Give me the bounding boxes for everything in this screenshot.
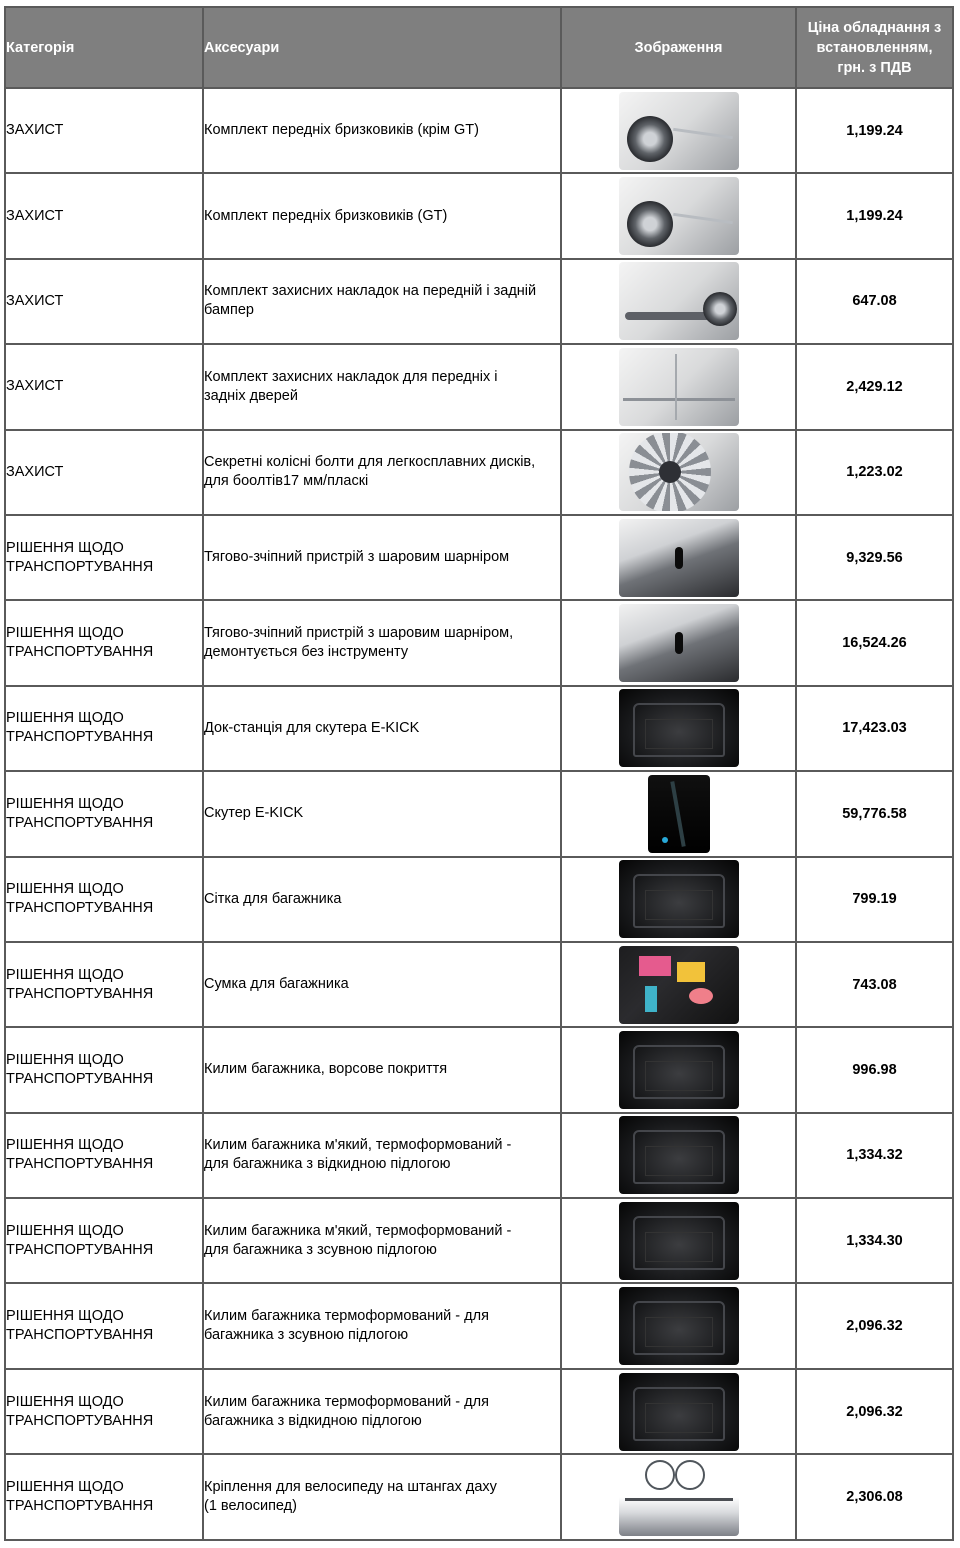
header-price-line: встановленням, [816, 39, 933, 56]
category-text: ТРАНСПОРТУВАННЯ [6, 1412, 154, 1429]
category-text: ТРАНСПОРТУВАННЯ [6, 1327, 154, 1344]
photo-detail [675, 354, 677, 420]
image-cell [561, 1283, 796, 1368]
photo-detail [670, 781, 685, 847]
category-cell [5, 686, 203, 771]
category-cell [5, 1369, 203, 1454]
image-cell [561, 857, 796, 942]
accessory-name-cell [203, 1198, 561, 1283]
accessory-name-cell [203, 430, 561, 515]
table-row [5, 1454, 953, 1539]
accessory-name-text: Тягово-зчіпний пристрій з шаровим шарніром, [204, 625, 514, 642]
category-cell [5, 88, 203, 173]
table-row [5, 600, 953, 685]
bumper-protection-photo [619, 262, 739, 340]
price-cell: 799.19 [796, 857, 953, 942]
category-cell [5, 1198, 203, 1283]
table-row [5, 344, 953, 429]
category-cell [5, 1454, 203, 1539]
photo-detail [645, 1460, 675, 1490]
category-text: ТРАНСПОРТУВАННЯ [6, 729, 154, 746]
image-cell [561, 600, 796, 685]
photo-detail [675, 632, 683, 654]
accessory-name-cell [203, 173, 561, 258]
photo-detail [673, 213, 733, 224]
category-text: РІШЕННЯ ЩОДО [6, 1051, 124, 1068]
category-cell [5, 1283, 203, 1368]
category-cell [5, 1027, 203, 1112]
category-text: РІШЕННЯ ЩОДО [6, 1222, 124, 1239]
category-cell [5, 1113, 203, 1198]
category-cell [5, 173, 203, 258]
price-cell: 2,429.12 [796, 344, 953, 429]
price-cell: 1,334.32 [796, 1113, 953, 1198]
accessory-name-text: задніх дверей [204, 387, 298, 404]
image-cell [561, 344, 796, 429]
accessory-name-text: Док-станція для скутера E-KICK [204, 719, 420, 736]
header-image: Зображення [561, 7, 796, 88]
accessory-name-text: Комплект передніх бризковиків (крім GT) [204, 122, 479, 139]
category-cell [5, 942, 203, 1027]
category-text: ТРАНСПОРТУВАННЯ [6, 1070, 154, 1087]
header-price-line: Ціна обладнання з [807, 19, 942, 36]
photo-detail [645, 1146, 713, 1176]
scooter-photo [648, 775, 710, 853]
photo-detail [645, 719, 713, 749]
category-text: РІШЕННЯ ЩОДО [6, 625, 124, 642]
price-cell: 59,776.58 [796, 771, 953, 856]
table-row [5, 430, 953, 515]
category-text: ЗАХИСТ [6, 292, 64, 309]
accessory-name-text: демонтується без інструменту [204, 644, 409, 661]
category-text: РІШЕННЯ ЩОДО [6, 1478, 124, 1495]
towbar-photo [619, 519, 739, 597]
accessory-name-text: Тягово-зчіпний пристрій з шаровим шарніром [204, 549, 510, 566]
category-text: ТРАНСПОРТУВАННЯ [6, 1156, 154, 1173]
category-cell [5, 857, 203, 942]
header-accessories: Аксесуари [203, 7, 561, 88]
image-cell [561, 1027, 796, 1112]
photo-detail [625, 1498, 733, 1501]
photo-detail [645, 1403, 713, 1433]
category-text: ТРАНСПОРТУВАННЯ [6, 900, 154, 917]
category-text: РІШЕННЯ ЩОДО [6, 710, 124, 727]
accessory-name-cell [203, 1283, 561, 1368]
accessory-name-cell [203, 1369, 561, 1454]
category-text: РІШЕННЯ ЩОДО [6, 1308, 124, 1325]
table-row [5, 1113, 953, 1198]
trunk-net-photo [619, 860, 739, 938]
accessory-name-cell [203, 600, 561, 685]
image-cell [561, 771, 796, 856]
category-cell [5, 259, 203, 344]
accessory-name-text: для багажника з відкидною підлогою [204, 1156, 451, 1173]
image-cell [561, 1454, 796, 1539]
table-row [5, 942, 953, 1027]
price-cell: 17,423.03 [796, 686, 953, 771]
accessory-name-cell [203, 1113, 561, 1198]
accessory-name-cell [203, 857, 561, 942]
photo-detail [639, 956, 671, 976]
accessory-name-text: Секретні колісні болти для легкосплавних дисків, [204, 454, 536, 471]
category-text: РІШЕННЯ ЩОДО [6, 966, 124, 983]
accessories-price-table [4, 6, 954, 1541]
category-text: ТРАНСПОРТУВАННЯ [6, 1497, 154, 1514]
price-cell: 2,096.32 [796, 1369, 953, 1454]
mudflap-gt-photo [619, 177, 739, 255]
image-cell [561, 173, 796, 258]
image-cell [561, 1198, 796, 1283]
category-text: РІШЕННЯ ЩОДО [6, 1393, 124, 1410]
image-cell [561, 259, 796, 344]
accessory-name-text: багажника з зсувною підлогою [204, 1327, 409, 1344]
roof-bike-carrier-photo [619, 1458, 739, 1536]
accessory-name-text: Кріплення для велосипеду на штангах даху [204, 1478, 497, 1495]
price-cell: 1,334.30 [796, 1198, 953, 1283]
image-cell [561, 515, 796, 600]
photo-detail [675, 547, 683, 569]
accessory-name-text: для боолтів17 мм/пласкі [204, 473, 369, 490]
price-cell: 9,329.56 [796, 515, 953, 600]
photo-detail [645, 1061, 713, 1091]
price-cell: 1,199.24 [796, 88, 953, 173]
accessory-name-text: Сітка для багажника [204, 890, 342, 907]
table-row [5, 857, 953, 942]
price-cell: 743.08 [796, 942, 953, 1027]
photo-detail [645, 1317, 713, 1347]
photo-detail [703, 292, 737, 326]
photo-detail [675, 1460, 705, 1490]
table-row [5, 1369, 953, 1454]
category-text: ТРАНСПОРТУВАННЯ [6, 558, 154, 575]
price-cell: 996.98 [796, 1027, 953, 1112]
photo-detail [673, 128, 733, 139]
header-category: Категорія [5, 7, 203, 88]
accessory-name-text: Сумка для багажника [204, 976, 349, 993]
table-row [5, 88, 953, 173]
price-cell: 2,096.32 [796, 1283, 953, 1368]
photo-detail [689, 988, 713, 1004]
trunk-carpet-photo [619, 1031, 739, 1109]
trunk-bag-photo [619, 946, 739, 1024]
table-row [5, 1198, 953, 1283]
image-cell [561, 88, 796, 173]
category-text: ТРАНСПОРТУВАННЯ [6, 1241, 154, 1258]
category-text: ЗАХИСТ [6, 207, 64, 224]
mudflap-front-photo [619, 92, 739, 170]
table-row [5, 1283, 953, 1368]
category-text: РІШЕННЯ ЩОДО [6, 881, 124, 898]
accessory-name-cell [203, 942, 561, 1027]
trunk-mat-soft-photo [619, 1116, 739, 1194]
category-text: ТРАНСПОРТУВАННЯ [6, 985, 154, 1002]
table-row [5, 515, 953, 600]
accessory-name-cell [203, 88, 561, 173]
accessory-name-cell [203, 771, 561, 856]
category-text: ЗАХИСТ [6, 122, 64, 139]
wheel-bolts-photo [619, 433, 739, 511]
accessory-name-text: Скутер E-KICK [204, 805, 304, 822]
header-price [796, 7, 953, 88]
category-cell [5, 430, 203, 515]
price-cell: 647.08 [796, 259, 953, 344]
accessory-name-text: багажника з відкидною підлогою [204, 1412, 422, 1429]
table-row [5, 686, 953, 771]
image-cell [561, 686, 796, 771]
image-cell [561, 1369, 796, 1454]
detachable-towbar-photo [619, 604, 739, 682]
photo-detail [677, 962, 705, 982]
trunk-mat-sliding-photo [619, 1287, 739, 1365]
category-text: РІШЕННЯ ЩОДО [6, 795, 124, 812]
accessory-name-text: бампер [204, 302, 254, 319]
category-cell [5, 344, 203, 429]
image-cell [561, 1113, 796, 1198]
accessory-name-text: Килим багажника термоформований - для [204, 1308, 489, 1325]
table-body [5, 88, 953, 1540]
table-header [5, 7, 953, 88]
price-cell: 1,199.24 [796, 173, 953, 258]
accessory-name-cell [203, 686, 561, 771]
category-text: ЗАХИСТ [6, 378, 64, 395]
table-row [5, 1027, 953, 1112]
category-text: РІШЕННЯ ЩОДО [6, 1137, 124, 1154]
accessory-name-text: для багажника з зсувною підлогою [204, 1241, 437, 1258]
accessory-name-cell [203, 259, 561, 344]
accessory-name-cell [203, 1454, 561, 1539]
category-text: ЗАХИСТ [6, 463, 64, 480]
category-cell [5, 600, 203, 685]
photo-detail [645, 986, 657, 1012]
table-row [5, 173, 953, 258]
accessory-name-cell [203, 1027, 561, 1112]
accessory-name-text: Комплект захисних накладок на передній і задній [204, 283, 537, 300]
accessory-name-text: Комплект захисних накладок для передніх і [204, 368, 498, 385]
category-text: РІШЕННЯ ЩОДО [6, 539, 124, 556]
photo-detail [645, 1232, 713, 1262]
photo-detail [662, 837, 668, 843]
header-price-line: грн. з ПДВ [837, 59, 912, 76]
door-protection-photo [619, 348, 739, 426]
photo-detail [659, 461, 681, 483]
price-cell: 16,524.26 [796, 600, 953, 685]
accessory-name-text: Килим багажника термоформований - для [204, 1393, 489, 1410]
accessory-name-text: Комплект передніх бризковиків (GT) [204, 207, 448, 224]
image-cell [561, 430, 796, 515]
accessory-name-cell [203, 344, 561, 429]
accessory-name-text: Килим багажника м'який, термоформований - [204, 1222, 512, 1239]
image-cell [561, 942, 796, 1027]
price-cell: 2,306.08 [796, 1454, 953, 1539]
photo-detail [623, 398, 735, 401]
table-row [5, 771, 953, 856]
category-text: ТРАНСПОРТУВАННЯ [6, 644, 154, 661]
scooter-dock-photo [619, 689, 739, 767]
table-row [5, 259, 953, 344]
category-text: ТРАНСПОРТУВАННЯ [6, 814, 154, 831]
photo-detail [645, 890, 713, 920]
accessory-name-text: Килим багажника, ворсове покриття [204, 1061, 448, 1078]
price-cell: 1,223.02 [796, 430, 953, 515]
accessory-name-cell [203, 515, 561, 600]
trunk-mat-soft-sliding-photo [619, 1202, 739, 1280]
accessory-name-text: Килим багажника м'який, термоформований - [204, 1137, 512, 1154]
accessory-name-text: (1 велосипед) [204, 1497, 297, 1514]
photo-detail [627, 116, 673, 162]
category-cell [5, 515, 203, 600]
photo-detail [627, 201, 673, 247]
trunk-mat-folding-photo [619, 1373, 739, 1451]
category-cell [5, 771, 203, 856]
